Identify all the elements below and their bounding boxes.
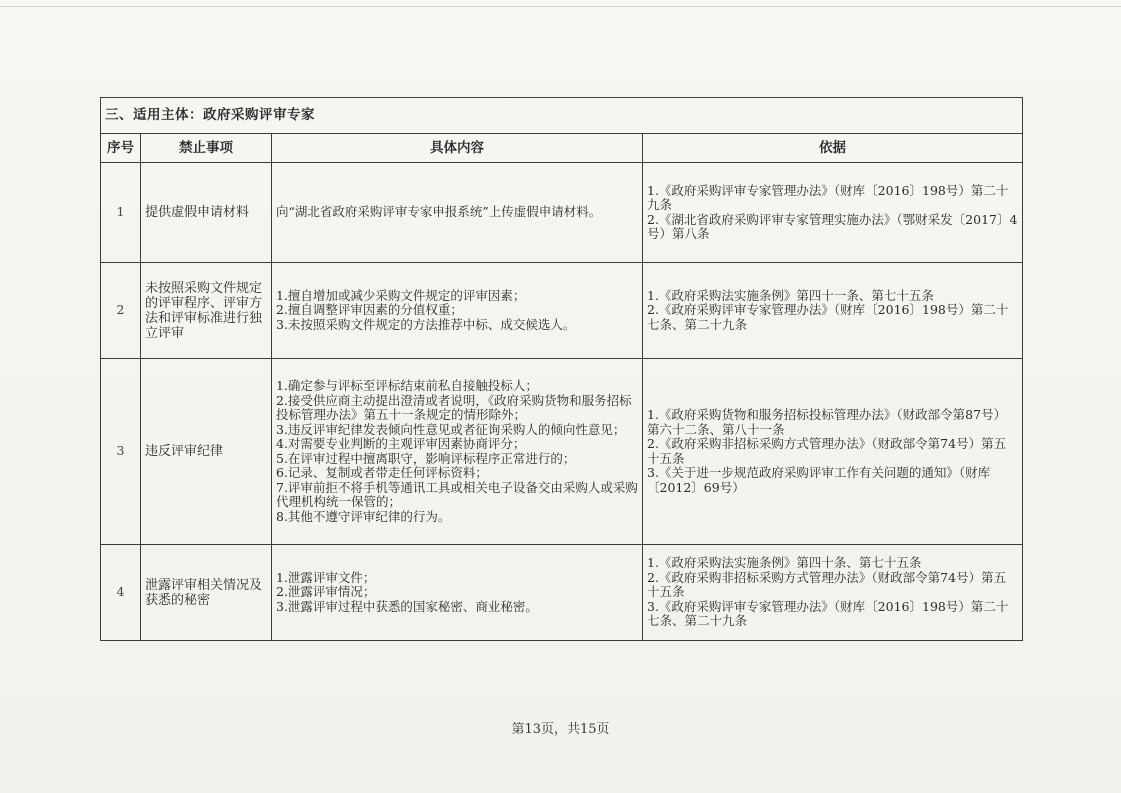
content-line: 3.泄露评审过程中获悉的国家秘密、商业秘密。	[276, 598, 538, 614]
page-top-rule	[0, 6, 1121, 7]
basis-line: 1.《政府采购评审专家管理办法》（财库〔2016〕198号）第二十九条	[647, 182, 1009, 212]
content-line: 1.擅自增加或减少采购文件规定的评审因素；	[276, 287, 526, 303]
basis-line: 3.《政府采购评审专家管理办法》（财库〔2016〕198号）第二十七条、第二十九条	[647, 598, 1009, 629]
basis-line: 3.《关于进一步规范政府采购评审工作有关问题的通知》（财库〔2012〕69号）	[647, 465, 991, 495]
row-number: 3	[101, 359, 141, 545]
content-line: 3.未按照采购文件规定的方法推荐中标、成交候选人。	[276, 316, 576, 332]
header-basis: 依据	[643, 134, 1023, 163]
basis-line: 1.《政府采购货物和服务招标投标管理办法》（财政部令第87号）第六十二条、第八十一条	[647, 407, 1007, 437]
table-row	[101, 545, 1023, 641]
header-item: 禁止事项	[141, 134, 272, 163]
row-basis	[643, 545, 1023, 641]
content-line: 1.确定参与评标至评标结束前私自接触投标人；	[276, 378, 538, 393]
table-header-row	[101, 134, 1023, 163]
header-no: 序号	[101, 134, 141, 163]
row-item: 泄露评审相关情况及获悉的秘密	[141, 545, 272, 641]
row-content	[272, 359, 643, 545]
table-row	[101, 359, 1023, 545]
content-line: 6.记录、复制或者带走任何评标资料；	[276, 465, 488, 480]
row-number: 1	[101, 163, 141, 263]
row-basis	[643, 263, 1023, 359]
row-number: 4	[101, 545, 141, 641]
row-item: 违反评审纪律	[141, 359, 272, 545]
row-basis	[643, 163, 1023, 263]
row-content	[272, 545, 643, 641]
row-content	[272, 263, 643, 359]
table-row	[101, 163, 1023, 263]
content-line: 2.擅自调整评审因素的分值权重；	[276, 302, 463, 318]
basis-line: 1.《政府采购法实施条例》第四十一条、第七十五条	[647, 287, 934, 303]
header-content: 具体内容	[272, 134, 643, 163]
content-line: 向“湖北省政府采购评审专家申报系统”上传虚假申请材料。	[276, 204, 602, 220]
basis-line: 2.《政府采购非招标采购方式管理办法》（财政部令第74号）第五十五条	[647, 436, 1007, 466]
content-line: 2.接受供应商主动提出澄清或者说明，《政府采购货物和服务招标投标管理办法》第五十一条规定的情形除外；	[276, 392, 632, 422]
page-number-footer: 第13页，共15页	[511, 722, 610, 737]
basis-line: 2.《政府采购评审专家管理办法》（财库〔2016〕198号）第二十七条、第二十九条	[647, 302, 1009, 332]
content-line: 2.泄露评审情况；	[276, 584, 376, 600]
basis-line: 2.《政府采购非招标采购方式管理办法》（财政部令第74号）第五十五条	[647, 569, 1007, 600]
row-content	[272, 163, 643, 263]
table-row	[101, 263, 1023, 359]
basis-line: 1.《政府采购法实施条例》第四十条、第七十五条	[647, 555, 922, 571]
content-line: 4.对需要专业判断的主观评审因素协商评分；	[276, 436, 526, 451]
row-item: 未按照采购文件规定的评审程序、评审方法和评审标准进行独立评审	[141, 263, 272, 359]
row-number: 2	[101, 263, 141, 359]
row-item: 提供虚假申请材料	[141, 163, 272, 263]
content-line: 7.评审前拒不将手机等通讯工具或相关电子设备交由采购人或采购代理机构统一保管的；	[276, 479, 638, 509]
prohibition-table	[100, 97, 1023, 641]
basis-line: 2.《湖北省政府采购评审专家管理实施办法》（鄂财采发〔2017〕4号）第八条	[647, 211, 1018, 241]
content-line: 5.在评审过程中擅离职守，影响评标程序正常进行的；	[276, 450, 576, 466]
content-line: 1.泄露评审文件；	[276, 569, 376, 585]
content-line: 3.违反评审纪律发表倾向性意见或者征询采购人的倾向性意见；	[276, 421, 626, 437]
section-title: 三、适用主体：政府采购评审专家	[101, 98, 1023, 134]
row-basis	[643, 359, 1023, 545]
content-line: 8.其他不遵守评审纪律的行为。	[276, 508, 451, 524]
